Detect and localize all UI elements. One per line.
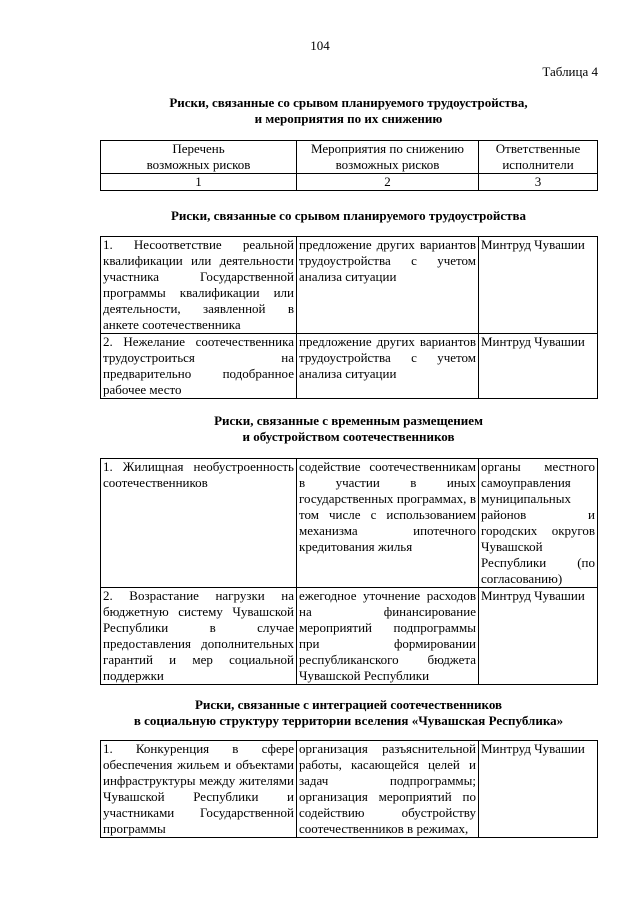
section-table [100,740,598,838]
column-number-row [101,174,598,191]
header-cell-measures [297,141,479,174]
table-label: Таблица 4 [542,64,598,79]
header-cell-risks [101,141,297,174]
measure-cell: содействие соотечественникам в участии в иных государственных программах, в том числе с использованием механизма ипотечного кредитования жилья [297,459,479,588]
header-col2-line1: Мероприятия по снижению [310,141,465,156]
column-number: 1 [101,174,297,191]
section-title-line1: Риски, связанные с временным размещением [214,413,483,428]
table-row [101,334,598,399]
responsible-cell: органы местного самоуправления муниципальных районов и городских округов Чувашской Республики (по согласованию) [479,459,598,588]
table-title-line1: Риски, связанные со срывом планируемого трудоустройства, [169,95,528,110]
column-number: 2 [297,174,479,191]
header-row [101,141,598,174]
section-title [100,413,597,445]
risk-cell: 2. Нежелание соотечественника трудоустроиться на предварительно подобранное рабочее место [101,334,297,399]
header-col3-line1: Ответственные [495,141,581,156]
section-title-line1: Риски, связанные со срывом планируемого трудоустройства [170,208,527,223]
section-title-line1: Риски, связанные с интеграцией соотечественников [194,697,503,712]
header-col1-line2: возможных рисков [146,157,251,172]
section-title [100,697,597,729]
responsible-cell: Минтруд Чувашии [479,741,598,838]
risk-cell: 1. Жилищная необустроенность соотечественников [101,459,297,588]
table-row [101,459,598,588]
header-col3-line2: исполнители [502,157,574,172]
section-title-line2: в социальную структуру территории вселения «Чувашская Республика» [133,713,564,728]
measure-cell: предложение других вариантов трудоустройства с учетом анализа ситуации [297,237,479,334]
table-row [101,588,598,685]
section-title [100,208,597,224]
section-title-line2: и обустройством соотечественников [242,429,455,444]
page-number: 104 [310,38,330,53]
section-table [100,236,598,399]
header-cell-responsible [479,141,598,174]
table-title [100,95,597,127]
risk-cell: 2. Возрастание нагрузки на бюджетную систему Чувашской Республики в случае предоставления дополнительных гарантий и мер социальной поддержки [101,588,297,685]
header-col2-line2: возможных рисков [335,157,440,172]
risk-cell: 1. Конкуренция в сфере обеспечения жильем и объектами инфраструктуры между жителями Чувашской Республики и участниками Государственной программы [101,741,297,838]
header-table [100,140,598,191]
measure-cell: ежегодное уточнение расходов на финансирование мероприятий подпрограммы при формировании республиканского бюджета Чувашской Республики [297,588,479,685]
header-col1-line1: Перечень [172,141,225,156]
risk-cell: 1. Несоответствие реальной квалификации или деятельности участника Государственной программы квалификации или деятельности, заявленной в анкете соотечественника [101,237,297,334]
section-table [100,458,598,685]
table-title-line2: и мероприятия по их снижению [254,111,443,126]
responsible-cell: Минтруд Чувашии [479,237,598,334]
table-row [101,741,598,838]
responsible-cell: Минтруд Чувашии [479,334,598,399]
measure-cell: предложение других вариантов трудоустройства с учетом анализа ситуации [297,334,479,399]
table-row [101,237,598,334]
responsible-cell: Минтруд Чувашии [479,588,598,685]
column-number: 3 [479,174,598,191]
measure-cell: организация разъяснительной работы, касающейся целей и задач подпрограммы; организация мероприятий по содействию обустройству соотечественников в режимах, [297,741,479,838]
